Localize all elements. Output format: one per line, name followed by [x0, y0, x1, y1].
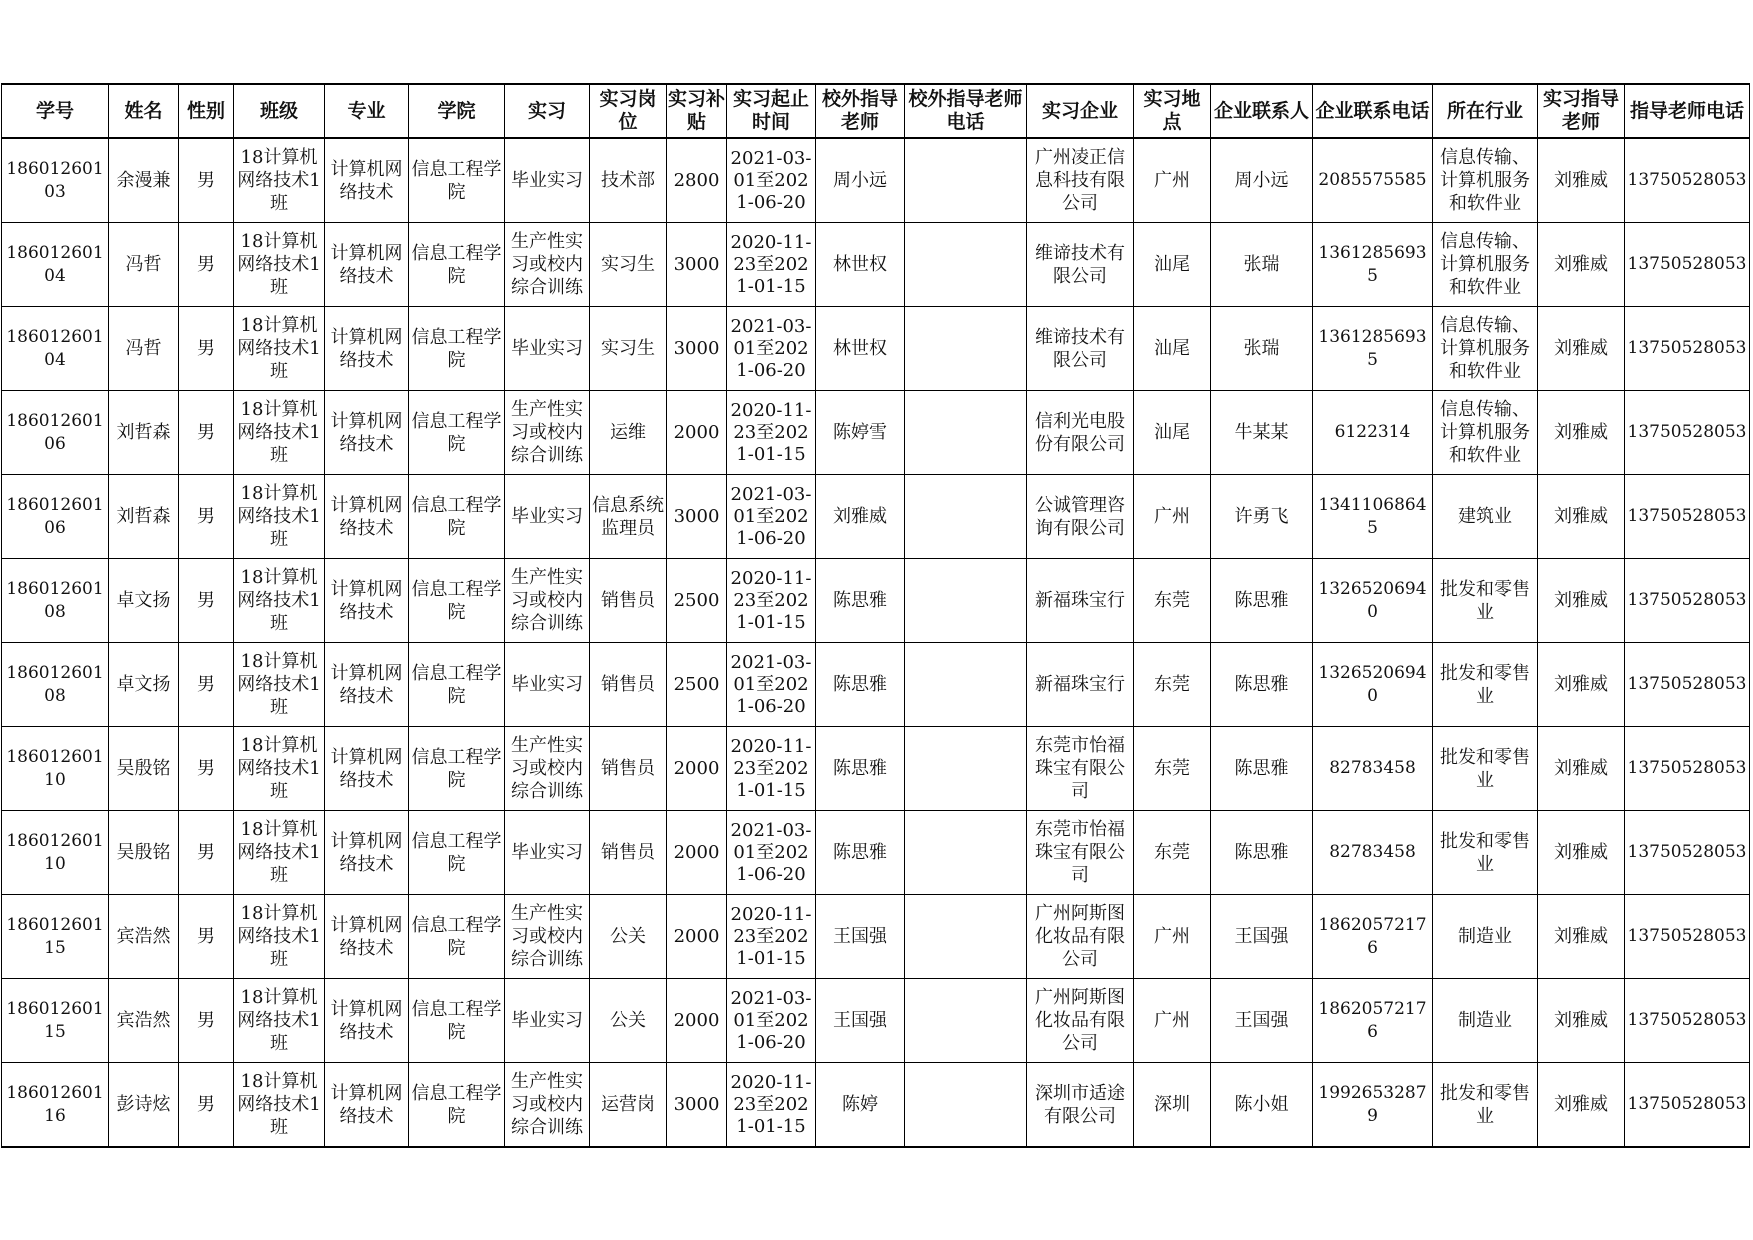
table-row — [2, 811, 1750, 895]
cell-position: 销售员 — [590, 643, 667, 727]
cell-class: 18计算机网络技术1班 — [234, 811, 325, 895]
table-row — [2, 895, 1750, 979]
cell-external-advisor: 王国强 — [816, 895, 905, 979]
header-position: 实习岗位 — [590, 84, 667, 138]
cell-internship-type: 生产性实习或校内综合训练 — [505, 895, 590, 979]
header-row — [2, 84, 1750, 138]
cell-industry: 批发和零售业 — [1433, 559, 1538, 643]
cell-period — [727, 223, 816, 307]
cell-external-advisor: 陈思雅 — [816, 643, 905, 727]
cell-external-advisor-phone — [905, 391, 1027, 475]
cell-stipend: 2000 — [667, 727, 727, 811]
cell-company: 东莞市怡福珠宝有限公司 — [1027, 727, 1134, 811]
cell-position: 信息系统监理员 — [590, 475, 667, 559]
cell-company: 深圳市适途有限公司 — [1027, 1063, 1134, 1148]
cell-external-advisor: 陈思雅 — [816, 559, 905, 643]
cell-student-id: 18601260116 — [2, 1063, 109, 1148]
cell-gender: 男 — [179, 727, 234, 811]
cell-student-id: 18601260108 — [2, 559, 109, 643]
table-row — [2, 307, 1750, 391]
cell-external-advisor-phone — [905, 979, 1027, 1063]
header-external-advisor: 校外指导老师 — [816, 84, 905, 138]
cell-period — [727, 138, 816, 223]
cell-internship-advisor: 刘雅威 — [1538, 559, 1625, 643]
cell-student-id: 18601260106 — [2, 475, 109, 559]
header-major: 专业 — [325, 84, 409, 138]
cell-stipend: 3000 — [667, 1063, 727, 1148]
cell-company-phone: 6122314 — [1313, 391, 1433, 475]
cell-major: 计算机网络技术 — [325, 727, 409, 811]
cell-internship-type: 毕业实习 — [505, 811, 590, 895]
cell-position: 公关 — [590, 979, 667, 1063]
header-internship-type: 实习 — [505, 84, 590, 138]
cell-major: 计算机网络技术 — [325, 811, 409, 895]
cell-college: 信息工程学院 — [409, 727, 505, 811]
cell-advisor-phone: 13750528053 — [1625, 895, 1750, 979]
cell-internship-advisor: 刘雅威 — [1538, 979, 1625, 1063]
cell-internship-advisor: 刘雅威 — [1538, 727, 1625, 811]
cell-advisor-phone: 13750528053 — [1625, 643, 1750, 727]
period-text: 2020-11-23至2021-01-15 — [730, 399, 812, 465]
cell-internship-type: 生产性实习或校内综合训练 — [505, 727, 590, 811]
header-company-phone: 企业联系电话 — [1313, 84, 1433, 138]
cell-external-advisor-phone — [905, 307, 1027, 391]
cell-major: 计算机网络技术 — [325, 1063, 409, 1148]
cell-internship-type: 毕业实习 — [505, 307, 590, 391]
cell-stipend: 3000 — [667, 475, 727, 559]
cell-external-advisor-phone — [905, 475, 1027, 559]
table-row — [2, 979, 1750, 1063]
cell-stipend: 2800 — [667, 138, 727, 223]
cell-major: 计算机网络技术 — [325, 138, 409, 223]
cell-name: 卓文扬 — [109, 643, 179, 727]
cell-college: 信息工程学院 — [409, 138, 505, 223]
cell-position: 实习生 — [590, 307, 667, 391]
cell-company-contact: 王国强 — [1211, 979, 1313, 1063]
cell-major: 计算机网络技术 — [325, 307, 409, 391]
cell-location: 广州 — [1134, 138, 1211, 223]
cell-position: 销售员 — [590, 811, 667, 895]
cell-position: 技术部 — [590, 138, 667, 223]
cell-internship-advisor: 刘雅威 — [1538, 1063, 1625, 1148]
cell-external-advisor: 陈婷雪 — [816, 391, 905, 475]
cell-location: 广州 — [1134, 475, 1211, 559]
cell-industry: 信息传输、计算机服务和软件业 — [1433, 138, 1538, 223]
cell-location: 东莞 — [1134, 811, 1211, 895]
period-text: 2021-03-01至2021-06-20 — [730, 483, 812, 549]
cell-company-phone: 13411068645 — [1313, 475, 1433, 559]
cell-company-contact: 周小远 — [1211, 138, 1313, 223]
cell-name: 彭诗炫 — [109, 1063, 179, 1148]
table-row — [2, 727, 1750, 811]
cell-industry: 制造业 — [1433, 895, 1538, 979]
cell-major: 计算机网络技术 — [325, 895, 409, 979]
cell-college: 信息工程学院 — [409, 979, 505, 1063]
cell-advisor-phone: 13750528053 — [1625, 559, 1750, 643]
cell-name: 余漫兼 — [109, 138, 179, 223]
cell-industry: 信息传输、计算机服务和软件业 — [1433, 307, 1538, 391]
cell-gender: 男 — [179, 979, 234, 1063]
cell-internship-type: 毕业实习 — [505, 643, 590, 727]
cell-location: 汕尾 — [1134, 223, 1211, 307]
cell-college: 信息工程学院 — [409, 307, 505, 391]
cell-position: 实习生 — [590, 223, 667, 307]
cell-class: 18计算机网络技术1班 — [234, 391, 325, 475]
cell-internship-advisor: 刘雅威 — [1538, 307, 1625, 391]
cell-gender: 男 — [179, 811, 234, 895]
cell-advisor-phone: 13750528053 — [1625, 811, 1750, 895]
cell-external-advisor: 周小远 — [816, 138, 905, 223]
cell-company-phone: 13612856935 — [1313, 307, 1433, 391]
cell-external-advisor: 林世权 — [816, 223, 905, 307]
cell-company-phone: 13265206940 — [1313, 559, 1433, 643]
cell-internship-advisor: 刘雅威 — [1538, 391, 1625, 475]
cell-internship-advisor: 刘雅威 — [1538, 643, 1625, 727]
cell-industry: 批发和零售业 — [1433, 1063, 1538, 1148]
header-company-contact: 企业联系人 — [1211, 84, 1313, 138]
period-text: 2021-03-01至2021-06-20 — [730, 987, 812, 1053]
cell-stipend: 2000 — [667, 811, 727, 895]
cell-class: 18计算机网络技术1班 — [234, 727, 325, 811]
cell-class: 18计算机网络技术1班 — [234, 643, 325, 727]
cell-period — [727, 643, 816, 727]
cell-advisor-phone: 13750528053 — [1625, 391, 1750, 475]
cell-period — [727, 895, 816, 979]
header-industry: 所在行业 — [1433, 84, 1538, 138]
cell-internship-advisor: 刘雅威 — [1538, 138, 1625, 223]
cell-college: 信息工程学院 — [409, 1063, 505, 1148]
header-internship-advisor: 实习指导老师 — [1538, 84, 1625, 138]
cell-college: 信息工程学院 — [409, 643, 505, 727]
cell-industry: 信息传输、计算机服务和软件业 — [1433, 391, 1538, 475]
cell-location: 汕尾 — [1134, 307, 1211, 391]
cell-company: 新福珠宝行 — [1027, 643, 1134, 727]
cell-industry: 建筑业 — [1433, 475, 1538, 559]
cell-major: 计算机网络技术 — [325, 643, 409, 727]
cell-company-contact: 陈小姐 — [1211, 1063, 1313, 1148]
period-text: 2020-11-23至2021-01-15 — [730, 735, 812, 801]
cell-position: 运维 — [590, 391, 667, 475]
header-name: 姓名 — [109, 84, 179, 138]
cell-company-phone: 82783458 — [1313, 727, 1433, 811]
cell-stipend: 2500 — [667, 559, 727, 643]
cell-class: 18计算机网络技术1班 — [234, 979, 325, 1063]
cell-gender: 男 — [179, 895, 234, 979]
header-class: 班级 — [234, 84, 325, 138]
cell-advisor-phone: 13750528053 — [1625, 979, 1750, 1063]
cell-internship-advisor: 刘雅威 — [1538, 811, 1625, 895]
cell-external-advisor-phone — [905, 895, 1027, 979]
cell-location: 东莞 — [1134, 727, 1211, 811]
cell-company-phone: 13265206940 — [1313, 643, 1433, 727]
internship-table-container — [1, 83, 1750, 1148]
cell-advisor-phone: 13750528053 — [1625, 475, 1750, 559]
cell-company-contact: 陈思雅 — [1211, 559, 1313, 643]
table-row — [2, 138, 1750, 223]
cell-college: 信息工程学院 — [409, 223, 505, 307]
cell-stipend: 2500 — [667, 643, 727, 727]
cell-major: 计算机网络技术 — [325, 223, 409, 307]
cell-class: 18计算机网络技术1班 — [234, 223, 325, 307]
cell-company-contact: 张瑞 — [1211, 307, 1313, 391]
cell-external-advisor-phone — [905, 727, 1027, 811]
cell-industry: 信息传输、计算机服务和软件业 — [1433, 223, 1538, 307]
cell-student-id: 18601260108 — [2, 643, 109, 727]
table-row — [2, 391, 1750, 475]
cell-period — [727, 475, 816, 559]
cell-company-phone: 13612856935 — [1313, 223, 1433, 307]
cell-college: 信息工程学院 — [409, 391, 505, 475]
cell-company: 广州阿斯图化妆品有限公司 — [1027, 979, 1134, 1063]
cell-class: 18计算机网络技术1班 — [234, 895, 325, 979]
cell-company: 广州凌正信息科技有限公司 — [1027, 138, 1134, 223]
period-text: 2021-03-01至2021-06-20 — [730, 315, 812, 381]
cell-gender: 男 — [179, 391, 234, 475]
period-text: 2020-11-23至2021-01-15 — [730, 1071, 812, 1137]
cell-internship-type: 毕业实习 — [505, 979, 590, 1063]
cell-period — [727, 1063, 816, 1148]
cell-stipend: 3000 — [667, 307, 727, 391]
cell-name: 刘哲森 — [109, 391, 179, 475]
cell-period — [727, 811, 816, 895]
cell-major: 计算机网络技术 — [325, 559, 409, 643]
cell-student-id: 18601260104 — [2, 223, 109, 307]
cell-advisor-phone: 13750528053 — [1625, 307, 1750, 391]
cell-internship-type: 生产性实习或校内综合训练 — [505, 391, 590, 475]
cell-location: 东莞 — [1134, 643, 1211, 727]
cell-name: 吴殷铭 — [109, 811, 179, 895]
header-company: 实习企业 — [1027, 84, 1134, 138]
cell-industry: 批发和零售业 — [1433, 643, 1538, 727]
cell-position: 销售员 — [590, 727, 667, 811]
cell-external-advisor-phone — [905, 1063, 1027, 1148]
cell-student-id: 18601260106 — [2, 391, 109, 475]
cell-company-contact: 王国强 — [1211, 895, 1313, 979]
table-row — [2, 1063, 1750, 1148]
cell-company: 维谛技术有限公司 — [1027, 223, 1134, 307]
cell-company: 新福珠宝行 — [1027, 559, 1134, 643]
cell-stipend: 2000 — [667, 895, 727, 979]
cell-name: 卓文扬 — [109, 559, 179, 643]
period-text: 2021-03-01至2021-06-20 — [730, 651, 812, 717]
header-external-advisor-phone: 校外指导老师电话 — [905, 84, 1027, 138]
cell-period — [727, 559, 816, 643]
cell-student-id: 18601260115 — [2, 895, 109, 979]
cell-name: 冯哲 — [109, 223, 179, 307]
cell-gender: 男 — [179, 138, 234, 223]
period-text: 2020-11-23至2021-01-15 — [730, 231, 812, 297]
cell-external-advisor-phone — [905, 138, 1027, 223]
cell-gender: 男 — [179, 559, 234, 643]
cell-college: 信息工程学院 — [409, 559, 505, 643]
cell-internship-advisor: 刘雅威 — [1538, 475, 1625, 559]
cell-gender: 男 — [179, 1063, 234, 1148]
cell-name: 吴殷铭 — [109, 727, 179, 811]
cell-student-id: 18601260104 — [2, 307, 109, 391]
cell-name: 冯哲 — [109, 307, 179, 391]
cell-class: 18计算机网络技术1班 — [234, 559, 325, 643]
cell-advisor-phone: 13750528053 — [1625, 138, 1750, 223]
cell-advisor-phone: 13750528053 — [1625, 223, 1750, 307]
header-student-id: 学号 — [2, 84, 109, 138]
cell-external-advisor-phone — [905, 559, 1027, 643]
header-stipend: 实习补贴 — [667, 84, 727, 138]
cell-stipend: 2000 — [667, 979, 727, 1063]
cell-external-advisor: 林世权 — [816, 307, 905, 391]
period-text: 2021-03-01至2021-06-20 — [730, 147, 812, 213]
cell-company-contact: 陈思雅 — [1211, 727, 1313, 811]
cell-industry: 批发和零售业 — [1433, 727, 1538, 811]
table-row — [2, 559, 1750, 643]
cell-industry: 制造业 — [1433, 979, 1538, 1063]
cell-major: 计算机网络技术 — [325, 979, 409, 1063]
period-text: 2021-03-01至2021-06-20 — [730, 819, 812, 885]
cell-company-phone: 2085575585 — [1313, 138, 1433, 223]
cell-name: 宾浩然 — [109, 979, 179, 1063]
internship-table — [1, 83, 1750, 1148]
header-gender: 性别 — [179, 84, 234, 138]
cell-internship-type: 生产性实习或校内综合训练 — [505, 559, 590, 643]
cell-company-contact: 陈思雅 — [1211, 643, 1313, 727]
cell-internship-type: 毕业实习 — [505, 138, 590, 223]
cell-position: 公关 — [590, 895, 667, 979]
cell-name: 宾浩然 — [109, 895, 179, 979]
cell-college: 信息工程学院 — [409, 895, 505, 979]
cell-student-id: 18601260110 — [2, 811, 109, 895]
cell-advisor-phone: 13750528053 — [1625, 1063, 1750, 1148]
period-text: 2020-11-23至2021-01-15 — [730, 903, 812, 969]
cell-class: 18计算机网络技术1班 — [234, 307, 325, 391]
cell-location: 深圳 — [1134, 1063, 1211, 1148]
cell-company-contact: 张瑞 — [1211, 223, 1313, 307]
cell-external-advisor-phone — [905, 223, 1027, 307]
cell-advisor-phone: 13750528053 — [1625, 727, 1750, 811]
cell-name: 刘哲森 — [109, 475, 179, 559]
cell-company: 东莞市怡福珠宝有限公司 — [1027, 811, 1134, 895]
cell-gender: 男 — [179, 475, 234, 559]
cell-company: 维谛技术有限公司 — [1027, 307, 1134, 391]
cell-company-phone: 19926532879 — [1313, 1063, 1433, 1148]
cell-stipend: 3000 — [667, 223, 727, 307]
cell-internship-advisor: 刘雅威 — [1538, 223, 1625, 307]
cell-industry: 批发和零售业 — [1433, 811, 1538, 895]
table-row — [2, 475, 1750, 559]
cell-period — [727, 391, 816, 475]
cell-gender: 男 — [179, 307, 234, 391]
cell-internship-advisor: 刘雅威 — [1538, 895, 1625, 979]
cell-period — [727, 979, 816, 1063]
cell-external-advisor: 陈思雅 — [816, 727, 905, 811]
cell-company: 广州阿斯图化妆品有限公司 — [1027, 895, 1134, 979]
cell-location: 广州 — [1134, 895, 1211, 979]
table-row — [2, 643, 1750, 727]
cell-major: 计算机网络技术 — [325, 475, 409, 559]
cell-student-id: 18601260103 — [2, 138, 109, 223]
cell-external-advisor-phone — [905, 643, 1027, 727]
cell-college: 信息工程学院 — [409, 811, 505, 895]
cell-company-phone: 18620572176 — [1313, 895, 1433, 979]
cell-position: 运营岗 — [590, 1063, 667, 1148]
table-row — [2, 223, 1750, 307]
cell-external-advisor: 陈婷 — [816, 1063, 905, 1148]
cell-company-contact: 牛某某 — [1211, 391, 1313, 475]
cell-gender: 男 — [179, 223, 234, 307]
cell-external-advisor: 王国强 — [816, 979, 905, 1063]
header-period: 实习起止时间 — [727, 84, 816, 138]
cell-external-advisor-phone — [905, 811, 1027, 895]
cell-external-advisor: 陈思雅 — [816, 811, 905, 895]
cell-period — [727, 307, 816, 391]
cell-major: 计算机网络技术 — [325, 391, 409, 475]
cell-location: 东莞 — [1134, 559, 1211, 643]
cell-internship-type: 毕业实习 — [505, 475, 590, 559]
cell-company-phone: 82783458 — [1313, 811, 1433, 895]
cell-location: 广州 — [1134, 979, 1211, 1063]
cell-class: 18计算机网络技术1班 — [234, 138, 325, 223]
cell-position: 销售员 — [590, 559, 667, 643]
cell-internship-type: 生产性实习或校内综合训练 — [505, 1063, 590, 1148]
cell-stipend: 2000 — [667, 391, 727, 475]
cell-internship-type: 生产性实习或校内综合训练 — [505, 223, 590, 307]
cell-college: 信息工程学院 — [409, 475, 505, 559]
table-body — [2, 138, 1750, 1147]
header-location: 实习地点 — [1134, 84, 1211, 138]
cell-class: 18计算机网络技术1班 — [234, 1063, 325, 1148]
period-text: 2020-11-23至2021-01-15 — [730, 567, 812, 633]
cell-company-contact: 许勇飞 — [1211, 475, 1313, 559]
cell-external-advisor: 刘雅威 — [816, 475, 905, 559]
header-advisor-phone: 指导老师电话 — [1625, 84, 1750, 138]
header-college: 学院 — [409, 84, 505, 138]
cell-location: 汕尾 — [1134, 391, 1211, 475]
cell-company: 信利光电股份有限公司 — [1027, 391, 1134, 475]
cell-company: 公诚管理咨询有限公司 — [1027, 475, 1134, 559]
cell-student-id: 18601260115 — [2, 979, 109, 1063]
cell-class: 18计算机网络技术1班 — [234, 475, 325, 559]
cell-student-id: 18601260110 — [2, 727, 109, 811]
cell-company-contact: 陈思雅 — [1211, 811, 1313, 895]
cell-gender: 男 — [179, 643, 234, 727]
cell-company-phone: 18620572176 — [1313, 979, 1433, 1063]
cell-period — [727, 727, 816, 811]
